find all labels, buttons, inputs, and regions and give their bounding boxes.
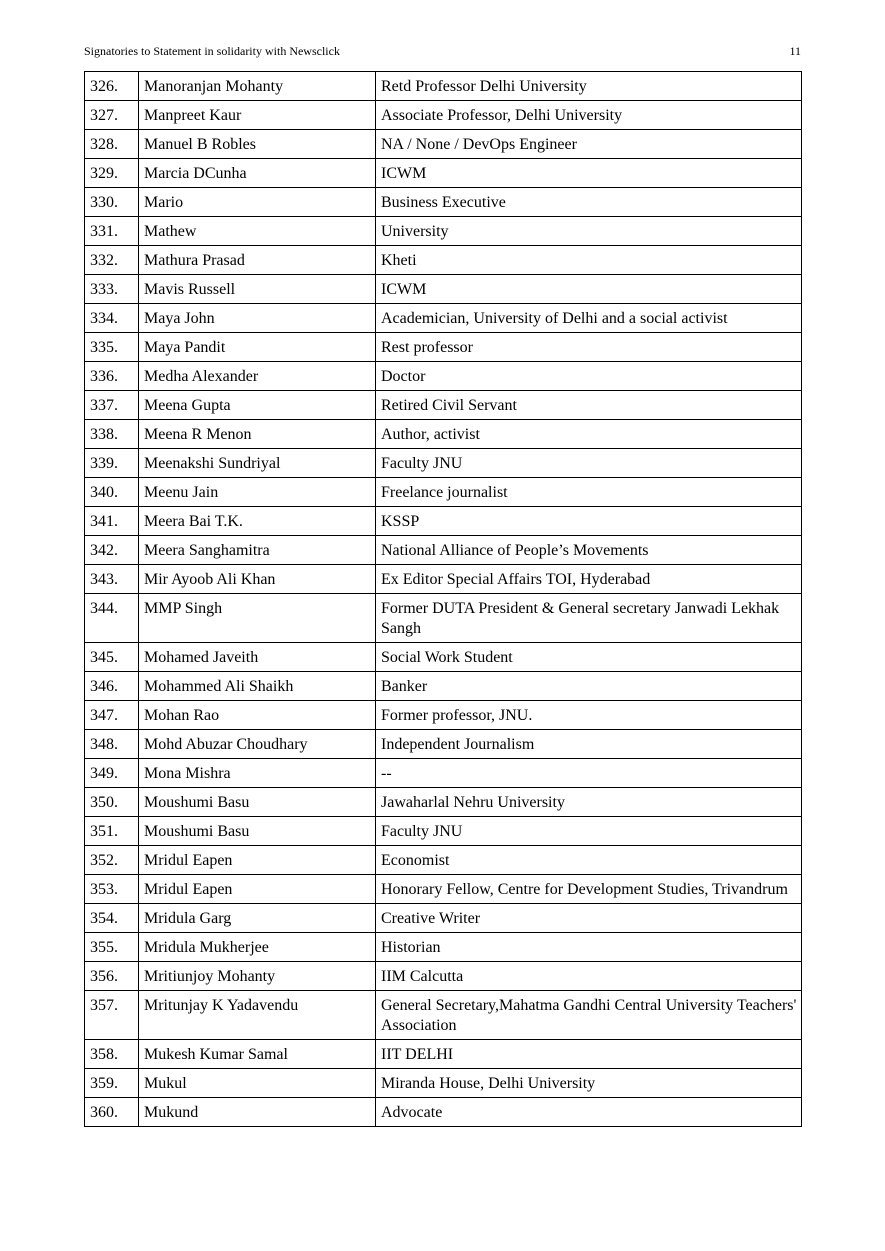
signatory-affiliation: Retd Professor Delhi University [376,72,802,101]
table-row [85,701,802,730]
signatory-name: Mohd Abuzar Choudhary [139,730,376,759]
signatory-affiliation: Creative Writer [376,904,802,933]
row-number: 350. [85,788,139,817]
row-number: 341. [85,507,139,536]
table-row [85,991,802,1040]
signatory-name: Meenakshi Sundriyal [139,449,376,478]
row-number: 326. [85,72,139,101]
table-row [85,72,802,101]
signatory-name: Mohammed Ali Shaikh [139,672,376,701]
table-row [85,565,802,594]
row-number: 357. [85,991,139,1040]
table-row [85,788,802,817]
table-row [85,1069,802,1098]
signatory-affiliation: Associate Professor, Delhi University [376,101,802,130]
signatory-name: Mukul [139,1069,376,1098]
page-header [84,42,801,60]
signatory-name: Mridul Eapen [139,846,376,875]
table-row [85,333,802,362]
signatory-affiliation: Advocate [376,1098,802,1127]
table-row [85,904,802,933]
signatory-name: Mohamed Javeith [139,643,376,672]
row-number: 352. [85,846,139,875]
signatory-name: Mohan Rao [139,701,376,730]
table-row [85,962,802,991]
signatory-affiliation: Business Executive [376,188,802,217]
table-row [85,420,802,449]
signatory-affiliation: Retired Civil Servant [376,391,802,420]
signatory-affiliation: ICWM [376,275,802,304]
table-row [85,672,802,701]
table-row [85,1098,802,1127]
signatory-name: Medha Alexander [139,362,376,391]
signatory-name: Marcia DCunha [139,159,376,188]
row-number: 339. [85,449,139,478]
signatory-name: Mridula Mukherjee [139,933,376,962]
row-number: 356. [85,962,139,991]
row-number: 336. [85,362,139,391]
signatory-affiliation: Economist [376,846,802,875]
table-row [85,933,802,962]
row-number: 342. [85,536,139,565]
signatory-name: Mritunjay K Yadavendu [139,991,376,1040]
table-row [85,846,802,875]
signatory-affiliation: Banker [376,672,802,701]
row-number: 360. [85,1098,139,1127]
row-number: 337. [85,391,139,420]
signatory-name: Moushumi Basu [139,817,376,846]
signatory-name: Moushumi Basu [139,788,376,817]
table-row [85,507,802,536]
row-number: 328. [85,130,139,159]
table-row [85,536,802,565]
signatory-name: Mario [139,188,376,217]
table-row [85,730,802,759]
row-number: 358. [85,1040,139,1069]
table-row [85,101,802,130]
signatory-name: Mathura Prasad [139,246,376,275]
signatory-name: Meena R Menon [139,420,376,449]
signatory-affiliation: Faculty JNU [376,817,802,846]
signatory-name: Meera Sanghamitra [139,536,376,565]
row-number: 332. [85,246,139,275]
signatory-name: Mridula Garg [139,904,376,933]
table-row [85,130,802,159]
signatory-affiliation: -- [376,759,802,788]
row-number: 335. [85,333,139,362]
signatory-name: Mathew [139,217,376,246]
signatory-affiliation: General Secretary,Mahatma Gandhi Central University Teachers' Association [376,991,802,1040]
table-row [85,304,802,333]
signatory-name: Manpreet Kaur [139,101,376,130]
row-number: 333. [85,275,139,304]
table-row [85,275,802,304]
row-number: 345. [85,643,139,672]
table-row [85,478,802,507]
signatory-affiliation: IIM Calcutta [376,962,802,991]
table-row [85,188,802,217]
signatory-name: Manoranjan Mohanty [139,72,376,101]
signatory-affiliation: Former professor, JNU. [376,701,802,730]
signatory-affiliation: NA / None / DevOps Engineer [376,130,802,159]
table-row [85,1040,802,1069]
table-row [85,362,802,391]
signatory-name: Maya Pandit [139,333,376,362]
row-number: 338. [85,420,139,449]
table-row [85,759,802,788]
signatory-name: Mona Mishra [139,759,376,788]
signatories-table [84,71,802,1127]
row-number: 340. [85,478,139,507]
signatory-affiliation: Historian [376,933,802,962]
row-number: 353. [85,875,139,904]
signatory-affiliation: National Alliance of People’s Movements [376,536,802,565]
row-number: 351. [85,817,139,846]
table-row [85,875,802,904]
signatory-affiliation: Kheti [376,246,802,275]
signatory-affiliation: Ex Editor Special Affairs TOI, Hyderabad [376,565,802,594]
signatories-table-body [85,72,802,1127]
signatory-affiliation: Social Work Student [376,643,802,672]
signatory-affiliation: Honorary Fellow, Centre for Development Studies, Trivandrum [376,875,802,904]
signatory-affiliation: Miranda House, Delhi University [376,1069,802,1098]
signatory-affiliation: Jawaharlal Nehru University [376,788,802,817]
table-row [85,159,802,188]
row-number: 330. [85,188,139,217]
table-row [85,643,802,672]
row-number: 343. [85,565,139,594]
signatory-affiliation: Rest professor [376,333,802,362]
table-row [85,217,802,246]
signatory-affiliation: ICWM [376,159,802,188]
signatory-affiliation: Freelance journalist [376,478,802,507]
table-row [85,594,802,643]
table-row [85,246,802,275]
row-number: 349. [85,759,139,788]
row-number: 329. [85,159,139,188]
signatory-name: Mukund [139,1098,376,1127]
row-number: 359. [85,1069,139,1098]
signatory-name: Meenu Jain [139,478,376,507]
signatory-affiliation: IIT DELHI [376,1040,802,1069]
signatory-affiliation: Faculty JNU [376,449,802,478]
row-number: 327. [85,101,139,130]
signatory-name: Meera Bai T.K. [139,507,376,536]
signatory-affiliation: Academician, University of Delhi and a social activist [376,304,802,333]
signatory-name: Maya John [139,304,376,333]
signatory-affiliation: University [376,217,802,246]
signatory-name: Mir Ayoob Ali Khan [139,565,376,594]
row-number: 347. [85,701,139,730]
page-number: 11 [789,44,801,58]
row-number: 355. [85,933,139,962]
row-number: 334. [85,304,139,333]
signatory-affiliation: Independent Journalism [376,730,802,759]
signatory-name: Meena Gupta [139,391,376,420]
signatory-affiliation: Author, activist [376,420,802,449]
signatory-name: MMP Singh [139,594,376,643]
signatory-name: Mritiunjoy Mohanty [139,962,376,991]
signatory-name: Mukesh Kumar Samal [139,1040,376,1069]
signatory-name: Manuel B Robles [139,130,376,159]
signatory-name: Mridul Eapen [139,875,376,904]
table-row [85,391,802,420]
document-title: Signatories to Statement in solidarity with Newsclick [84,44,340,58]
signatory-affiliation: Doctor [376,362,802,391]
row-number: 344. [85,594,139,643]
row-number: 346. [85,672,139,701]
row-number: 348. [85,730,139,759]
row-number: 331. [85,217,139,246]
table-row [85,817,802,846]
signatory-name: Mavis Russell [139,275,376,304]
table-row [85,449,802,478]
row-number: 354. [85,904,139,933]
signatory-affiliation: KSSP [376,507,802,536]
signatory-affiliation: Former DUTA President & General secretary Janwadi Lekhak Sangh [376,594,802,643]
